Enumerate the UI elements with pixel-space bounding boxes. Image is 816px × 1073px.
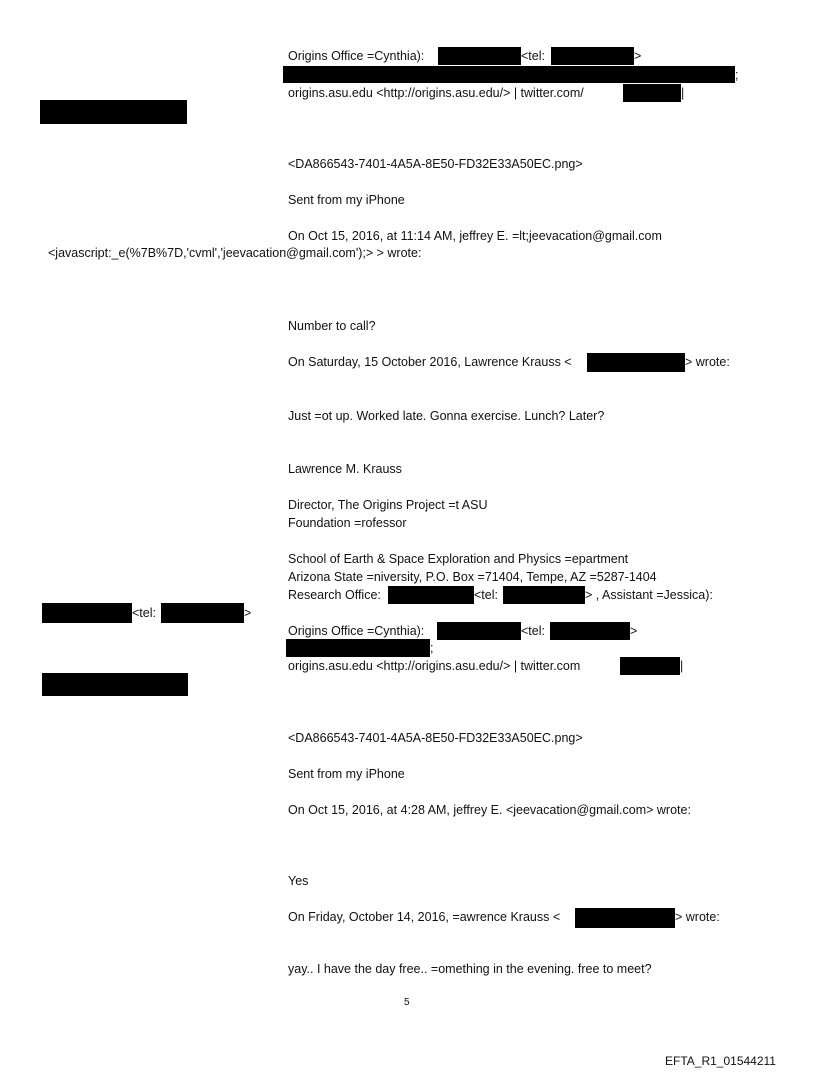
redaction-box xyxy=(438,47,521,65)
redaction-box xyxy=(550,622,630,640)
redaction-box xyxy=(42,603,132,623)
signature-title: Foundation =rofessor xyxy=(288,516,407,530)
tel-prefix: <tel: xyxy=(521,49,545,63)
pipe: | xyxy=(680,659,684,673)
origins-office-label: Origins Office =Cynthia): xyxy=(288,49,425,63)
redaction-box xyxy=(40,100,187,124)
tel-prefix: <tel: xyxy=(132,606,156,620)
assistant-label: > , Assistant =Jessica): xyxy=(585,588,713,602)
attachment-filename: <DA866543-7401-4A5A-8E50-FD32E33A50EC.png> xyxy=(288,157,583,171)
redaction-box xyxy=(575,908,675,928)
tel-suffix: > xyxy=(634,49,642,63)
origins-office-label: Origins Office =Cynthia): xyxy=(288,624,425,638)
redaction-box xyxy=(620,657,680,675)
tel-suffix: > xyxy=(630,624,638,638)
quoted-header: On Oct 15, 2016, at 4:28 AM, jeffrey E. <jeevacation@gmail.com> wrote: xyxy=(288,803,691,817)
redaction-box xyxy=(161,603,244,623)
attachment-filename: <DA866543-7401-4A5A-8E50-FD32E33A50EC.png> xyxy=(288,731,583,745)
semicolon: ; xyxy=(430,641,434,655)
quoted-header: On Saturday, 15 October 2016, Lawrence Krauss < xyxy=(288,355,572,369)
pipe: | xyxy=(681,86,685,100)
redaction-box xyxy=(286,639,430,657)
redaction-box xyxy=(551,47,634,65)
signature-name: Lawrence M. Krauss xyxy=(288,462,402,476)
redaction-box xyxy=(437,622,521,640)
wrote-suffix: > wrote: xyxy=(685,355,730,369)
tel-prefix: <tel: xyxy=(521,624,545,638)
quoted-header: On Oct 15, 2016, at 11:14 AM, jeffrey E. =lt;jeevacation@gmail.com xyxy=(288,229,662,243)
signature-address: Arizona State =niversity, P.O. Box =71404, Tempe, AZ =5287-1404 xyxy=(288,570,657,584)
redaction-box xyxy=(42,673,188,696)
semicolon: ; xyxy=(735,68,739,82)
research-office-label: Research Office: xyxy=(288,588,381,602)
message-body: Yes xyxy=(288,874,309,888)
tel-suffix: > xyxy=(244,606,252,620)
sent-from-iphone: Sent from my iPhone xyxy=(288,193,405,207)
message-body: Just =ot up. Worked late. Gonna exercise. Lunch? Later? xyxy=(288,409,605,423)
website-line: origins.asu.edu <http://origins.asu.edu/> | twitter.com xyxy=(288,659,581,673)
sent-from-iphone: Sent from my iPhone xyxy=(288,767,405,781)
message-body: Number to call? xyxy=(288,319,376,333)
document-id: EFTA_R1_01544211 xyxy=(665,1054,776,1068)
signature-title: Director, The Origins Project =t ASU xyxy=(288,498,488,512)
quoted-header: On Friday, October 14, 2016, =awrence Krauss < xyxy=(288,910,561,924)
quoted-header-cont: <javascript:_e(%7B%7D,'cvml','jeevacation@gmail.com');> > wrote: xyxy=(48,246,422,260)
redaction-box xyxy=(587,353,685,372)
signature-dept: School of Earth & Space Exploration and Physics =epartment xyxy=(288,552,629,566)
website-line: origins.asu.edu <http://origins.asu.edu/> | twitter.com/ xyxy=(288,86,584,100)
redaction-box xyxy=(283,66,735,83)
tel-prefix: <tel: xyxy=(474,588,498,602)
redaction-box xyxy=(503,586,585,604)
wrote-suffix: > wrote: xyxy=(675,910,720,924)
redaction-box xyxy=(623,84,681,102)
page-number: 5 xyxy=(404,997,410,1008)
message-body: yay.. I have the day free.. =omething in the evening. free to meet? xyxy=(288,962,652,976)
redaction-box xyxy=(388,586,474,604)
